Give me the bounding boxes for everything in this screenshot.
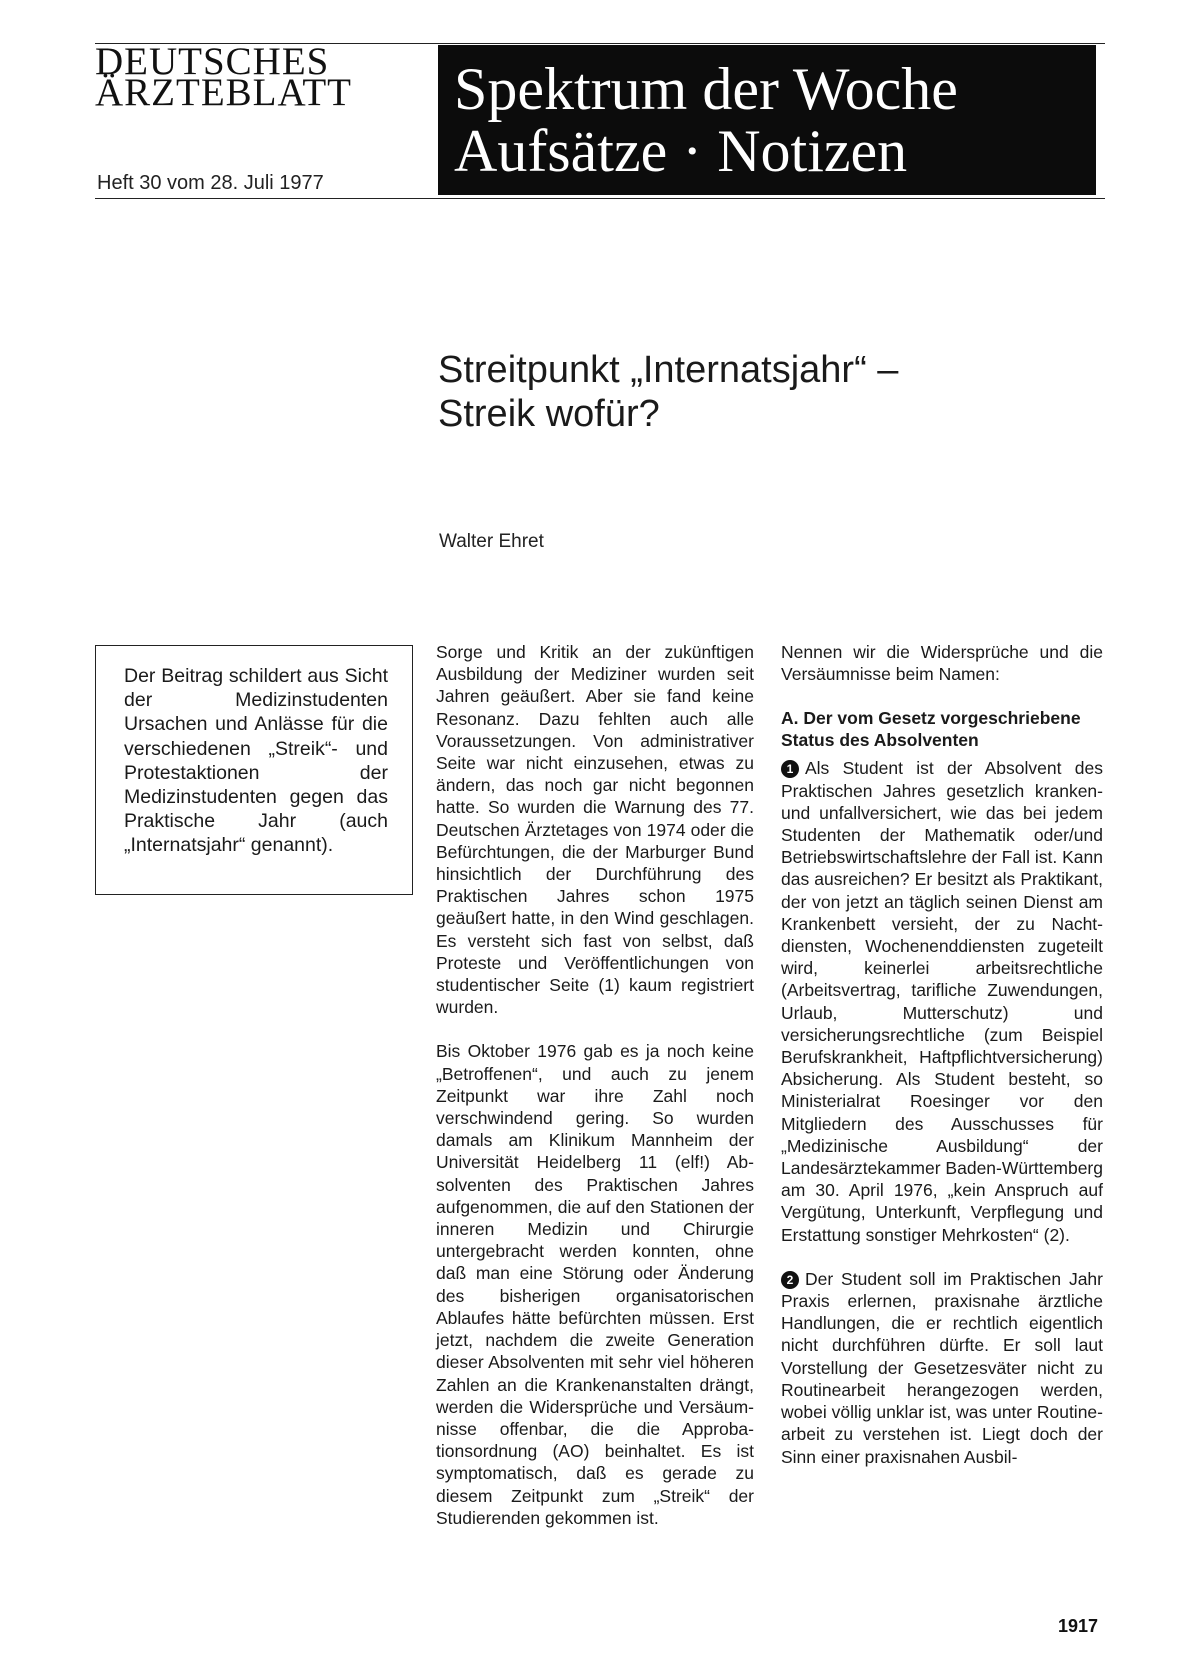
issue-info: Heft 30 vom 28. Juli 1977	[97, 172, 324, 194]
paragraph: Nennen wir die Widersprüche und die Versäumnisse beim Namen:	[781, 642, 1103, 685]
abstract-text: Der Beitrag schildert aus Sicht der Medizinstudenten Ursachen und Anlässe für die verschiedenen „Streik“- und Protestaktionen der Medizinstudenten gegen das Praktische Jahr (auch „Internatsjahr“ genannt).	[124, 665, 388, 857]
page-number: 1917	[1058, 1616, 1099, 1636]
title-line-1: Streitpunkt „Internatsjahr“ –	[438, 349, 899, 391]
paragraph-text: Als Student ist der Absolvent des Praktischen Jahres gesetzlich kranken- und unfallversichert, wie das bei jedem Studenten der Mathematik oder/und Betriebswirtschaftslehre der Fall ist. Kann das ausreichen? Er besitzt als Praktikant, der von jetzt an täglich seinen Dienst am Krankenbett versieht, der zu Nachtdiensten, Wochenenddiensten zugeteilt wird, keinerlei arbeitsrechtliche (Arbeitsvertrag, tarifliche Zuwendungen, Urlaub, Mutterschutz) und versicherungsrechtliche (zum Beispiel Berufskrankheit, Haftpflichtversicherung) Absicherung. Als Student besteht, so Ministerialrat Roesinger vor den Mitgliedern des Ausschusses für „Medizinische Ausbildung“ der Landesärztekammer Baden-Württemberg am 30. April 1976, „kein Anspruch auf Vergütung, Unterkunft, Verpflegung und Erstattung sonstiger Mehrkosten“ (2).	[781, 758, 1103, 1245]
section-title-line-2: Aufsätze · Notizen	[454, 118, 908, 184]
paragraph	[781, 1268, 1103, 1468]
section-heading: A. Der vom Gesetz vorgeschriebene Status des Absolventen	[781, 708, 1081, 751]
abstract-box	[95, 645, 413, 895]
number-badge-1: 1	[781, 760, 799, 778]
column-2	[781, 641, 1103, 1468]
masthead-bottom-rule	[95, 198, 1105, 199]
column-1	[436, 641, 754, 1529]
brand-line-2: ÄRZTEBLATT	[95, 71, 352, 114]
publication-logo	[95, 40, 435, 114]
brand-line-1: DEUTSCHES	[95, 40, 330, 83]
author-name: Walter Ehret	[439, 531, 544, 552]
title-line-2: Streik wofür?	[438, 393, 660, 435]
article-title	[438, 348, 898, 436]
section-title-line-1: Spektrum der Woche	[454, 56, 958, 122]
section-banner	[438, 45, 1096, 195]
paragraph-text: Der Student soll im Praktischen Jahr Praxis erlernen, praxisnahe ärztliche Handlungen, die er rechtlich eigentlich nicht durchführen dürfte. Er soll laut Vorstellung der Gesetzesväter nicht zu Routinearbeit herangezogen werden, wobei völlig unklar ist, was unter Routinearbeit zu verstehen ist. Liegt doch der Sinn einer praxisnahen Ausbil-	[781, 1268, 1103, 1467]
paragraph: Bis Oktober 1976 gab es ja noch keine „Betroffenen“, und auch zu jenem Zeitpunkt war ihre Zahl noch verschwindend gering. So wurden damals am Klinikum Mannheim der Universität Heidelberg 11 (elf!) Absolventen des Praktischen Jahres aufgenommen, die auf den Stationen der inneren Medizin und Chirurgie untergebracht werden konnten, ohne daß man eine Störung oder Änderung des bisherigen organisatorischen Ablaufes hätte befürchten müssen. Erst jetzt, nachdem die zweite Generation dieser Absolventen mit sehr viel höheren Zahlen an die Krankenanstalten drängt, werden die Widersprüche und Versäumnisse offenbar, die die Approbationsordnung (AO) beinhaltet. Es ist symptomatisch, daß es gerade zu diesem Zeitpunkt zum „Streik“ der Studierenden gekommen ist.	[436, 1041, 754, 1528]
paragraph: Sorge und Kritik an der zukünftigen Ausbildung der Mediziner wurden seit Jahren geäußert. Aber sie fand keine Resonanz. Dazu fehlten auch alle Voraussetzungen. Von administrativer Seite war nicht einzusehen, etwas zu ändern, das noch gar nicht begonnen hatte. So wurden die Warnung des 77. Deutschen Ärztetages von 1974 oder die Befürchtungen, die der Marburger Bund hinsichtlich der Durchführung des Praktischen Jahres schon 1975 geäußert hatte, in den Wind geschlagen. Es versteht sich fast von selbst, daß Proteste und Veröffentlichungen von studentischer Seite (1) kaum registriert wurden.	[436, 642, 754, 1018]
paragraph	[781, 757, 1103, 1245]
number-badge-2: 2	[781, 1271, 799, 1289]
